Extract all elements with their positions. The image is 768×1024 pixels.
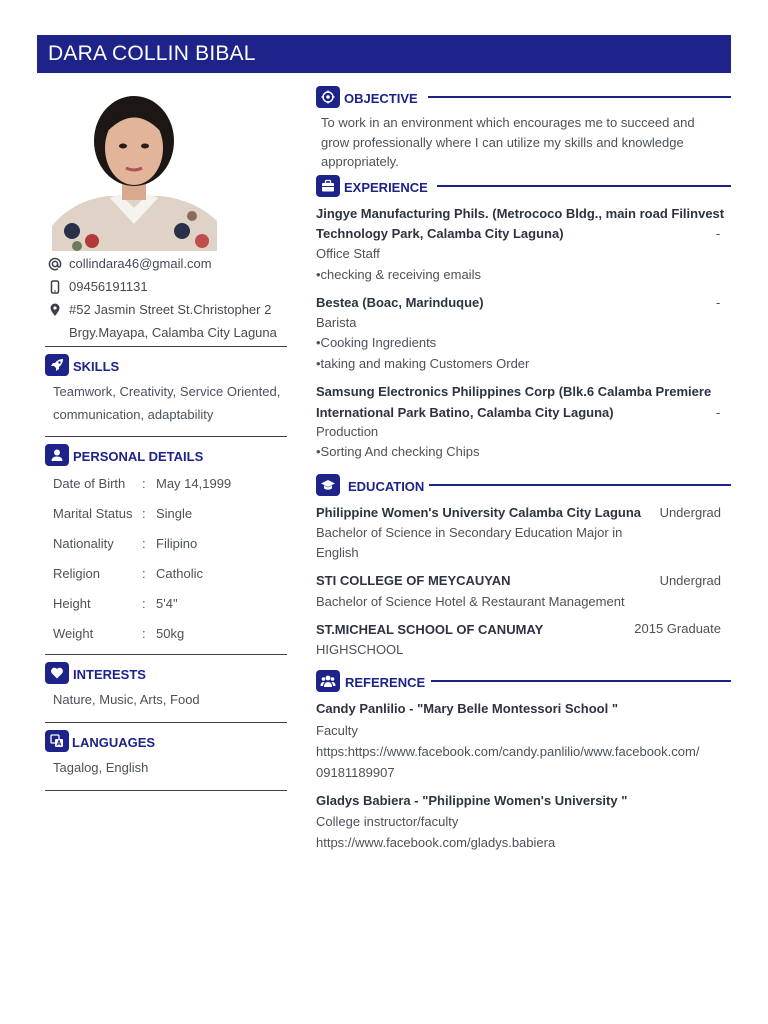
reference-phone: 09181189907 — [316, 765, 395, 780]
skills-line-1: Teamwork, Creativity, Service Oriented, — [53, 384, 281, 399]
row-value: 5'4" — [156, 596, 178, 611]
section-rule — [429, 484, 731, 486]
degree-line-1: HIGHSCHOOL — [316, 642, 404, 657]
reference-link[interactable]: https:https://www.facebook.com/candy.panlilio/www.facebook.com/ — [316, 744, 700, 759]
row-separator: : — [142, 536, 146, 551]
date-dash: - — [716, 295, 721, 310]
reference-name: Gladys Babiera - "Philippine Women's University " — [316, 793, 628, 808]
row-label: Religion — [53, 566, 100, 581]
education-heading: EDUCATION — [348, 479, 425, 494]
education-status: Undergrad — [659, 573, 721, 588]
row-value: May 14,1999 — [156, 476, 232, 491]
row-separator: : — [142, 596, 146, 611]
company-line-1: Bestea (Boac, Marinduque) — [316, 295, 484, 310]
section-rule — [431, 680, 731, 682]
experience-heading: EXPERIENCE — [344, 180, 428, 195]
reference-role: College instructor/faculty — [316, 814, 459, 829]
school-name: ST.MICHEAL SCHOOL OF CANUMAY — [316, 622, 544, 637]
email-text: collindara46@gmail.com — [69, 256, 212, 271]
objective-heading: OBJECTIVE — [344, 91, 418, 106]
job-duty: •taking and making Customers Order — [316, 356, 530, 371]
phone-icon — [48, 280, 62, 294]
skills-heading: SKILLS — [73, 359, 120, 374]
job-role: Barista — [316, 315, 357, 330]
divider — [45, 346, 287, 347]
row-value: Catholic — [156, 566, 203, 581]
degree-line-1: Bachelor of Science in Secondary Education Major in — [316, 525, 623, 540]
reference-name: Candy Panlilio - "Mary Belle Montessori School " — [316, 701, 618, 716]
interests-text: Nature, Music, Arts, Food — [53, 692, 200, 707]
divider — [45, 654, 287, 655]
graduation-cap-icon — [316, 474, 340, 496]
interests-heading: INTERESTS — [73, 667, 146, 682]
company-line-2: International Park Batino, Calamba City Laguna) — [316, 405, 614, 420]
job-duty: •Cooking Ingredients — [316, 335, 437, 350]
job-role: Production — [316, 424, 379, 439]
job-duty: •Sorting And checking Chips — [316, 444, 480, 459]
objective-line-1: To work in an environment which encourages me to succeed and — [321, 115, 695, 130]
section-rule — [428, 96, 731, 98]
target-icon — [316, 86, 340, 108]
rocket-icon — [45, 354, 69, 376]
row-separator: : — [142, 566, 146, 581]
row-separator: : — [142, 476, 146, 491]
degree-line-1: Bachelor of Science Hotel & Restaurant Management — [316, 594, 625, 609]
row-value: Filipino — [156, 536, 198, 551]
school-name: Philippine Women's University Calamba City Laguna — [316, 505, 642, 520]
education-status: Undergrad — [659, 505, 721, 520]
row-label: Height — [53, 596, 91, 611]
divider — [45, 722, 287, 723]
company-line-1: Jingye Manufacturing Phils. (Metrococo Bldg., main road Filinvest — [316, 206, 725, 221]
languages-heading: LANGUAGES — [72, 735, 156, 750]
row-separator: : — [142, 506, 146, 521]
row-value: 50kg — [156, 626, 185, 641]
row-label: Date of Birth — [53, 476, 126, 491]
divider — [45, 790, 287, 791]
row-label: Nationality — [53, 536, 114, 551]
row-label: Marital Status — [53, 506, 133, 521]
languages-text: Tagalog, English — [53, 760, 149, 775]
group-icon — [316, 670, 340, 692]
education-status: 2015 Graduate — [634, 621, 721, 636]
skills-text — [53, 381, 280, 426]
reference-role: Faculty — [316, 723, 358, 738]
row-separator: : — [142, 626, 146, 641]
address-line-1: #52 Jasmin Street St.Christopher 2 — [69, 302, 272, 317]
phone-text: 09456191131 — [69, 279, 148, 294]
section-rule — [437, 185, 731, 187]
profile-photo — [52, 96, 217, 251]
job-duty: •checking & receiving emails — [316, 267, 481, 282]
reference-link[interactable]: https://www.facebook.com/gladys.babiera — [316, 835, 556, 850]
at-icon — [48, 257, 62, 271]
date-dash: - — [716, 226, 721, 241]
school-name: STI COLLEGE OF MEYCAUYAN — [316, 573, 511, 588]
company-line-1: Samsung Electronics Philippines Corp (Blk.6 Calamba Premiere — [316, 384, 712, 399]
objective-line-3: appropriately. — [321, 154, 399, 169]
skills-line-2: communication, adaptability — [53, 406, 214, 422]
person-icon — [45, 444, 69, 466]
personal-details-heading: PERSONAL DETAILS — [73, 449, 204, 464]
reference-heading: REFERENCE — [345, 675, 426, 690]
location-pin-icon — [48, 303, 62, 317]
degree-line-2: English — [316, 545, 359, 560]
row-value: Single — [156, 506, 193, 521]
translate-icon — [45, 730, 69, 752]
name-banner — [37, 35, 731, 73]
candidate-name: DARA COLLIN BIBAL — [48, 42, 256, 65]
objective-text — [321, 113, 695, 172]
heart-icon — [45, 662, 69, 684]
date-dash: - — [716, 405, 721, 420]
row-label: Weight — [53, 626, 94, 641]
job-role: Office Staff — [316, 246, 380, 261]
briefcase-icon — [316, 175, 340, 197]
divider — [45, 436, 287, 437]
company-line-2: Technology Park, Calamba City Laguna) — [316, 226, 564, 241]
address-line-2: Brgy.Mayapa, Calamba City Laguna — [69, 325, 277, 340]
objective-line-2: grow professionally where I can utilize my skills and knowledge — [321, 134, 684, 150]
